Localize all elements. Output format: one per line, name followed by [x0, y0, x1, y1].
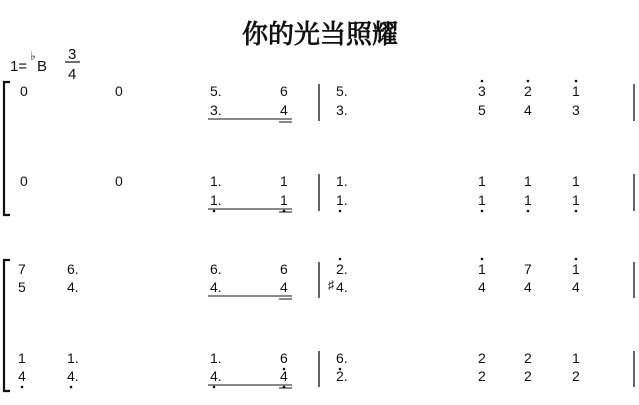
octave-dot-above: [339, 258, 342, 261]
octave-dot-above: [575, 258, 578, 261]
song-title: 你的光当照耀: [241, 20, 399, 50]
note: 4.: [67, 368, 79, 384]
note: 1.: [210, 173, 222, 189]
note: 3.: [210, 102, 222, 118]
key-prefix: 1=: [10, 58, 28, 75]
note: 6: [280, 83, 288, 99]
system-bracket: [4, 260, 10, 391]
note: 2: [524, 350, 532, 366]
staff: [18, 350, 634, 388]
note: 6.: [336, 350, 348, 366]
octave-dot-above: [527, 80, 530, 83]
note: 4: [524, 102, 532, 118]
note: 1.: [336, 192, 348, 208]
system: [4, 258, 634, 391]
note: 2.: [336, 261, 348, 277]
note: 6.: [67, 261, 79, 277]
note: 1: [572, 350, 580, 366]
note: 1.: [210, 350, 222, 366]
note: 4: [280, 102, 288, 118]
note: 3: [478, 83, 486, 99]
octave-dot-below: [70, 386, 73, 389]
note: 2: [478, 350, 486, 366]
note: 2.: [336, 368, 348, 384]
note: 1.: [336, 173, 348, 189]
note: 4.: [210, 279, 222, 295]
note: 1: [478, 173, 486, 189]
note: 5: [18, 279, 26, 295]
note: 6.: [210, 261, 222, 277]
note: 1: [572, 173, 580, 189]
note: 4: [524, 279, 532, 295]
note: 1: [572, 261, 580, 277]
note: 1: [572, 192, 580, 208]
note: 4.: [67, 279, 79, 295]
note: 0: [115, 83, 123, 99]
note: 4: [572, 279, 580, 295]
note: 1: [524, 173, 532, 189]
note: 1: [280, 192, 288, 208]
note: 3: [572, 102, 580, 118]
octave-dot-below: [339, 210, 342, 213]
note: 0: [115, 173, 123, 189]
note: 4: [478, 279, 486, 295]
note: 5.: [336, 83, 348, 99]
octave-dot-below: [575, 210, 578, 213]
note: 1.: [210, 192, 222, 208]
note: 2: [572, 368, 580, 384]
note: 4.: [336, 279, 348, 295]
note: 4: [18, 368, 26, 384]
accidental-sharp: ♯: [328, 278, 334, 292]
note: 0: [20, 173, 28, 189]
note: 4: [280, 368, 288, 384]
key-flat-sign: ♭: [30, 49, 36, 63]
system: [4, 80, 634, 215]
note: 2: [478, 368, 486, 384]
octave-dot-below: [21, 386, 24, 389]
staff: [20, 173, 634, 212]
note: 5: [478, 102, 486, 118]
time-signature-top: 3: [68, 46, 77, 63]
octave-dot-above: [481, 80, 484, 83]
note: 5.: [210, 83, 222, 99]
octave-dot-above: [481, 258, 484, 261]
key-note: B: [37, 58, 48, 75]
note: 4: [280, 279, 288, 295]
system-bracket: [4, 82, 10, 215]
note: 7: [524, 261, 532, 277]
octave-dot-below: [527, 210, 530, 213]
note: 1.: [67, 350, 79, 366]
note: 1: [280, 173, 288, 189]
note: 2: [524, 83, 532, 99]
octave-dot-below: [213, 210, 216, 213]
staff: [20, 80, 634, 122]
octave-dot-above: [575, 80, 578, 83]
octave-dot-below: [213, 386, 216, 389]
note: 3.: [336, 102, 348, 118]
note: 1: [18, 350, 26, 366]
key-signature: [10, 46, 80, 83]
note: 2: [524, 368, 532, 384]
octave-dot-below: [481, 210, 484, 213]
systems: [4, 80, 634, 391]
note: 1: [478, 261, 486, 277]
note: 1: [524, 192, 532, 208]
note: 1: [478, 192, 486, 208]
note: 6: [280, 261, 288, 277]
note: 6: [280, 350, 288, 366]
note: 7: [18, 261, 26, 277]
note: 0: [20, 83, 28, 99]
staff: [18, 258, 634, 299]
note: 4.: [210, 368, 222, 384]
note: 1: [572, 83, 580, 99]
time-signature-bottom: 4: [68, 66, 77, 83]
